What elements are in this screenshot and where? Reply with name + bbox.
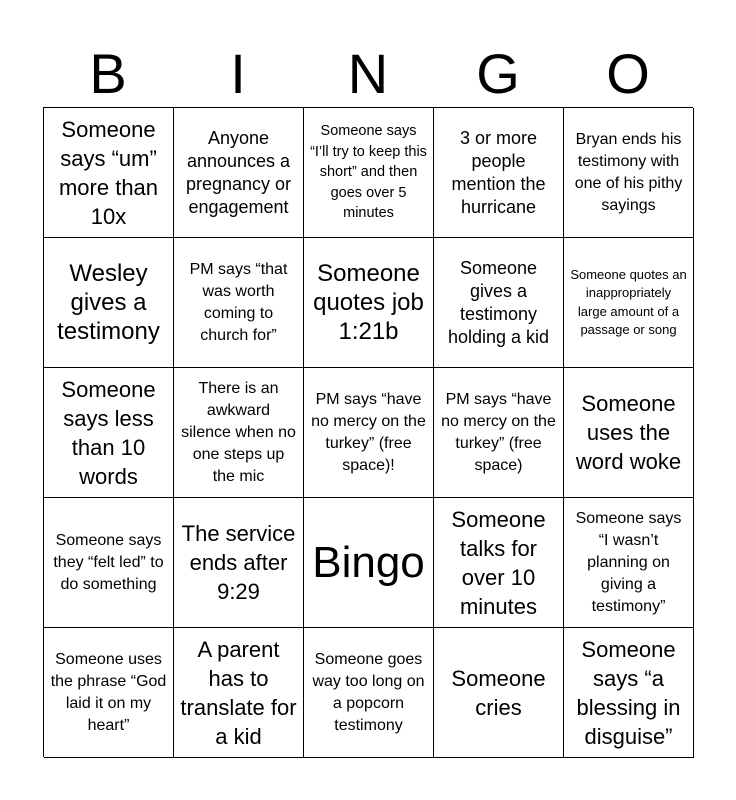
bingo-cell[interactable] xyxy=(564,368,694,498)
cell-text: Someone says they “felt led” to do something xyxy=(53,531,164,593)
cell-text: Someone says less than 10 words xyxy=(61,376,156,489)
header-letter-g: G xyxy=(476,42,520,105)
bingo-cell[interactable] xyxy=(434,498,564,628)
bingo-cell[interactable] xyxy=(174,498,304,628)
bingo-cell[interactable] xyxy=(564,628,694,758)
bingo-cell[interactable] xyxy=(44,368,174,498)
bingo-cell[interactable] xyxy=(434,238,564,368)
bingo-cell[interactable] xyxy=(44,628,174,758)
header-letter-i: I xyxy=(230,42,246,105)
bingo-cell[interactable] xyxy=(564,108,694,238)
cell-text: Anyone announces a pregnancy or engagement xyxy=(185,127,292,217)
header-letter-n: N xyxy=(347,42,389,105)
bingo-cell[interactable] xyxy=(174,368,304,498)
free-space-cell[interactable] xyxy=(304,498,434,628)
bingo-cell[interactable] xyxy=(304,368,434,498)
bingo-cell[interactable] xyxy=(434,628,564,758)
header-letter-b: B xyxy=(89,42,127,105)
cell-text: Someone uses the word woke xyxy=(575,391,682,474)
cell-text: There is an awkward silence when no one steps up the mic xyxy=(181,379,296,485)
bingo-cell[interactable] xyxy=(434,368,564,498)
bingo-cell[interactable] xyxy=(564,498,694,628)
cell-text: PM says “that was worth coming to church for” xyxy=(189,260,288,344)
cell-text: Someone gives a testimony holding a kid xyxy=(447,257,550,347)
cell-text: PM says “have no mercy on the turkey” (free space) xyxy=(441,390,556,474)
bingo-cell[interactable] xyxy=(44,108,174,238)
cell-text: Someone says “I wasn’t planning on giving a testimony” xyxy=(575,509,682,615)
bingo-cell[interactable] xyxy=(174,628,304,758)
bingo-card-grid xyxy=(43,107,693,757)
cell-text: Someone cries xyxy=(451,665,546,720)
bingo-cell[interactable] xyxy=(174,238,304,368)
cell-text: Someone uses the phrase “God laid it on my heart” xyxy=(50,650,167,734)
bingo-cell[interactable] xyxy=(434,108,564,238)
cell-text: Someone says “um” more than 10x xyxy=(58,116,159,229)
header-letter-o: O xyxy=(606,42,650,105)
cell-text: Someone goes way too long on a popcorn testimony xyxy=(312,650,425,734)
cell-text: Someone quotes job 1:21b xyxy=(313,260,424,345)
cell-text: The service ends after 9:29 xyxy=(181,521,296,604)
bingo-cell[interactable] xyxy=(304,238,434,368)
free-space-text: Bingo xyxy=(312,537,425,587)
cell-text: Wesley gives a testimony xyxy=(57,260,160,345)
bingo-cell[interactable] xyxy=(44,238,174,368)
cell-text: Someone talks for over 10 minutes xyxy=(451,506,546,619)
cell-text: Someone says “I’ll try to keep this short” and then goes over 5 minutes xyxy=(310,123,427,222)
bingo-cell[interactable] xyxy=(174,108,304,238)
bingo-header xyxy=(43,40,693,108)
bingo-cell[interactable] xyxy=(304,108,434,238)
cell-text: Bryan ends his testimony with one of his pithy sayings xyxy=(574,130,683,214)
cell-text: A parent has to translate for a kid xyxy=(180,636,297,749)
bingo-cell[interactable] xyxy=(564,238,694,368)
cell-text: PM says “have no mercy on the turkey” (free space)! xyxy=(311,390,426,474)
cell-text: 3 or more people mention the hurricane xyxy=(451,127,546,217)
bingo-cell[interactable] xyxy=(44,498,174,628)
cell-text: Someone quotes an inappropriately large amount of a passage or song xyxy=(570,266,687,337)
bingo-cell[interactable] xyxy=(304,628,434,758)
cell-text: Someone says “a blessing in disguise” xyxy=(576,636,681,749)
